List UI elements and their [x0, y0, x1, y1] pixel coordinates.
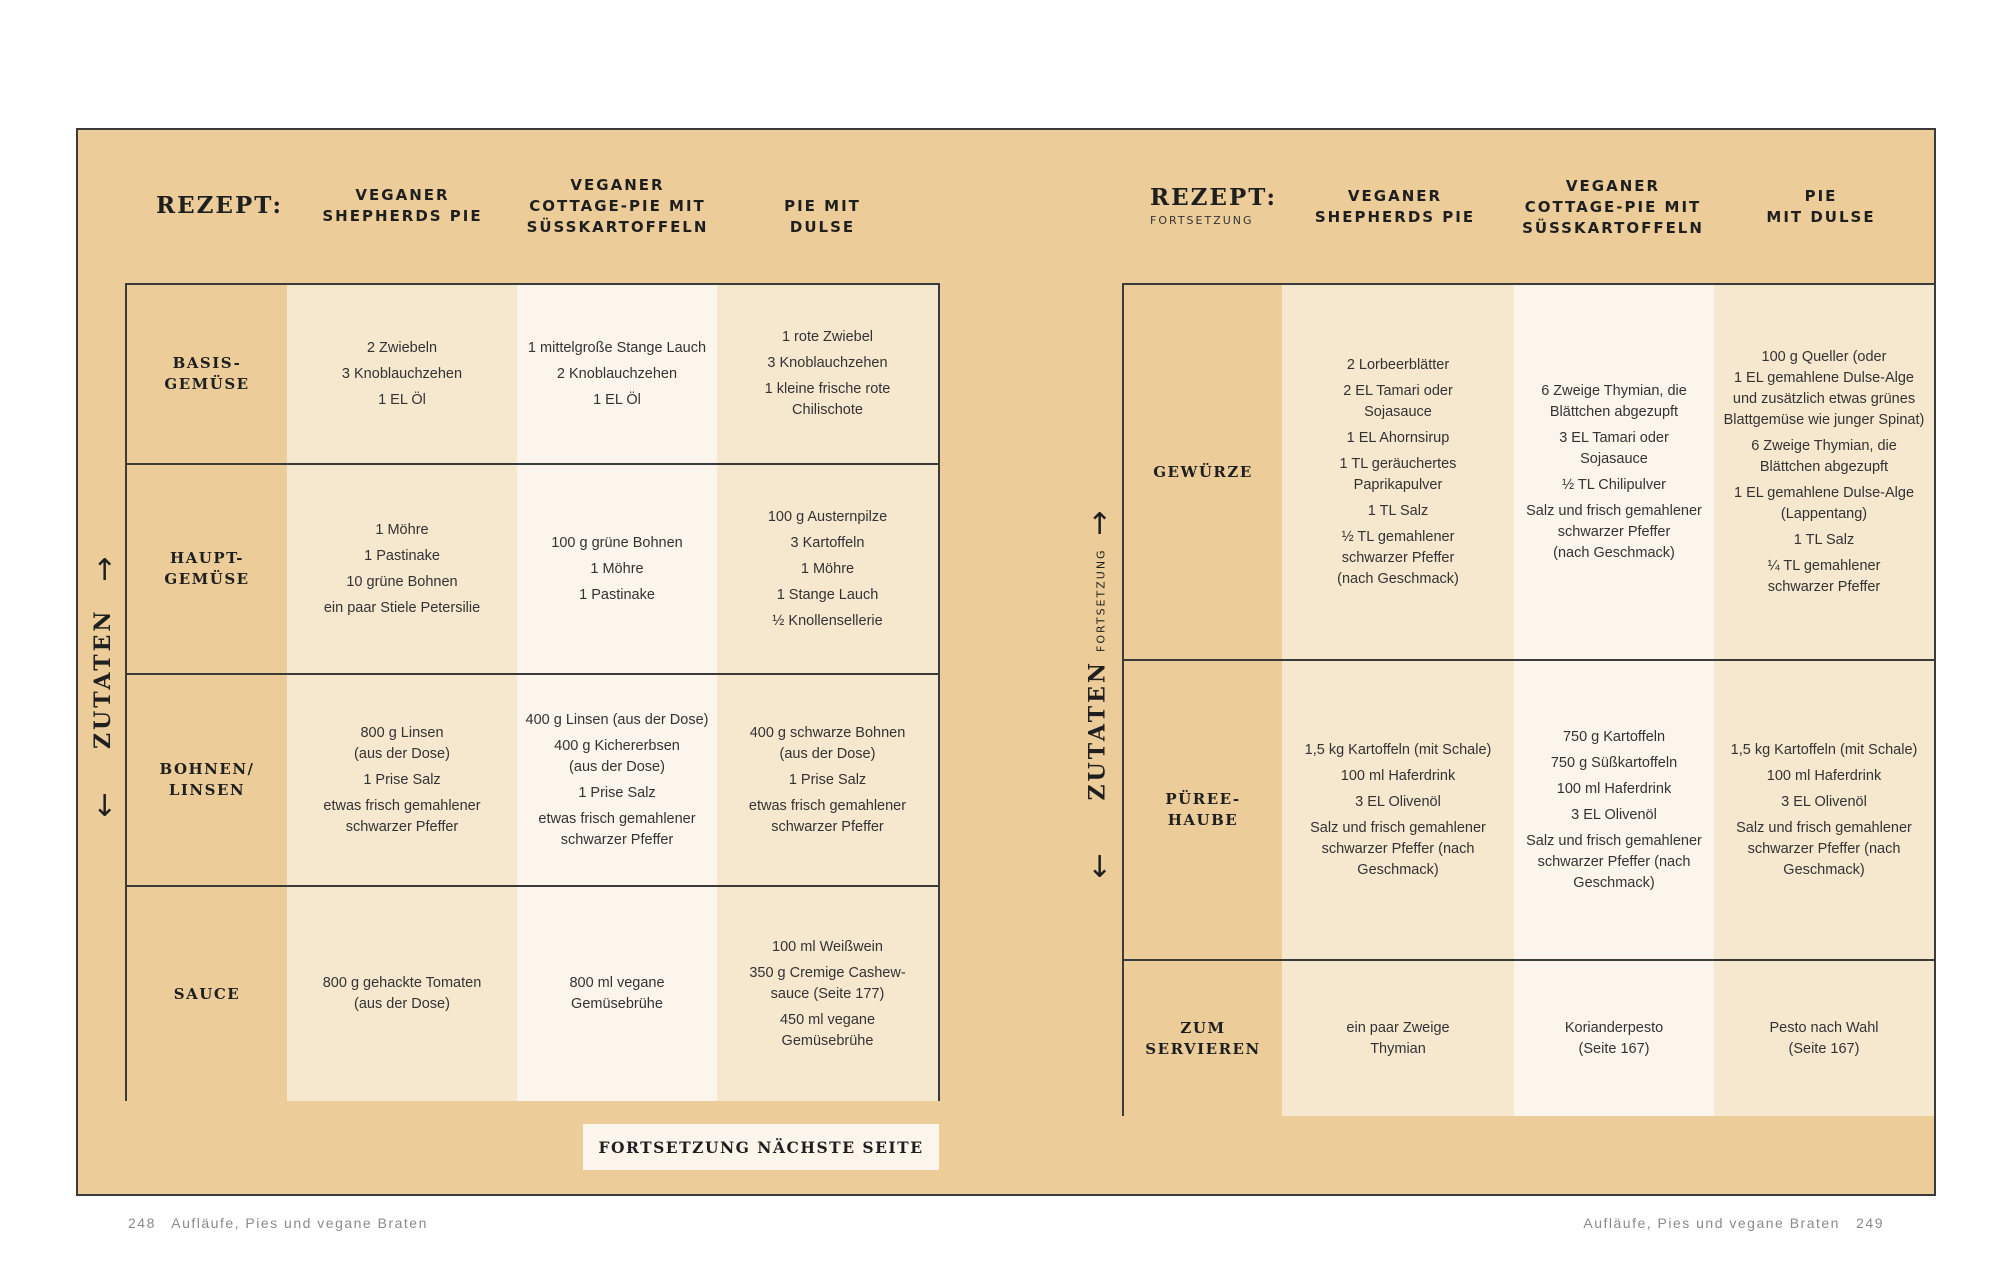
row-label-line: SERVIEREN	[1145, 1039, 1261, 1058]
ingredient-line: 1 TL Salz	[1793, 531, 1855, 548]
ingredient-line: 1 Prise Salz	[363, 771, 441, 788]
left-header-col3	[720, 196, 925, 238]
row-label-line: GEMÜSE	[164, 375, 250, 393]
left-footer	[128, 1215, 428, 1231]
ingredient-line: etwas frisch gemahlener schwarzer Pfeffer	[538, 810, 696, 848]
row-label	[127, 465, 287, 673]
header-line: VEGANER	[1565, 177, 1661, 195]
ingredient-line: 3 EL Olivenöl	[1781, 793, 1867, 810]
ingredient-line: 1 TL geräuchertes Paprikapulver	[1339, 455, 1457, 493]
table-row	[127, 465, 938, 675]
ingredient-line: Salz und frisch gemahlener schwarzer Pfeffer (nach Geschmack)	[1526, 832, 1702, 891]
header-line: COTTAGE-PIE MIT	[1524, 198, 1702, 216]
right-side-label-main: ZUTATEN	[1084, 659, 1111, 801]
ingredient-line: 3 EL Olivenöl	[1355, 793, 1441, 810]
left-footer-title: Aufläufe, Pies und vegane Braten	[171, 1215, 428, 1231]
ingredient-line: 450 ml vegane Gemüsebrühe	[779, 1011, 876, 1049]
ingredient-line: 3 EL Tamari oder Sojasauce	[1559, 429, 1669, 467]
ingredient-line: 750 g Kartoffeln	[1562, 728, 1666, 745]
right-header-col1	[1290, 186, 1500, 228]
ingredient-line: 350 g Cremige Cashew- sauce (Seite 177)	[749, 964, 906, 1002]
ingredient-cell	[517, 465, 717, 673]
row-label	[1124, 961, 1282, 1116]
row-label-line: SAUCE	[173, 984, 241, 1003]
ingredient-line: 100 g Austernpilze	[767, 508, 888, 525]
ingredient-line: 1 EL gemahlene Dulse-Alge (Lappentang)	[1733, 484, 1915, 522]
ingredient-line: 100 ml Weißwein	[772, 938, 883, 955]
right-side-label-sub: FORTSETZUNG	[1094, 548, 1108, 652]
right-footer-title: Aufläufe, Pies und vegane Braten	[1583, 1215, 1840, 1231]
ingredient-line: 3 EL Olivenöl	[1571, 806, 1657, 823]
ingredient-cell	[287, 285, 517, 463]
left-rezept-heading: REZEPT:	[156, 192, 284, 219]
ingredient-cell	[1282, 661, 1514, 959]
ingredient-cell	[1514, 661, 1714, 959]
header-line: MIT DULSE	[1766, 208, 1876, 226]
ingredient-cell	[1714, 285, 1934, 659]
ingredient-cell	[1514, 961, 1714, 1116]
ingredient-cell	[287, 887, 517, 1101]
ingredient-line: 1 Möhre	[800, 560, 855, 577]
ingredient-line: 400 g Kichererbsen (aus der Dose)	[554, 737, 680, 775]
right-rezept-heading: REZEPT:	[1150, 184, 1278, 211]
ingredient-line: Salz und frisch gemahlener schwarzer Pfeffer (nach Geschmack)	[1526, 502, 1702, 561]
ingredient-line: 100 ml Haferdrink	[1766, 767, 1882, 784]
right-header-col2	[1508, 176, 1718, 239]
right-arrow-down-icon: ↓	[1087, 850, 1113, 885]
ingredient-line: 1 EL Ahornsirup	[1346, 429, 1450, 446]
ingredient-line: ein paar Stiele Petersilie	[323, 599, 481, 616]
ingredient-line: Salz und frisch gemahlener schwarzer Pfeffer (nach Geschmack)	[1310, 819, 1486, 878]
header-line: VEGANER	[1347, 187, 1443, 205]
right-rezept-subheading: FORTSETZUNG	[1150, 214, 1254, 227]
header-line: VEGANER	[570, 176, 665, 194]
row-label-line: ZUM	[1180, 1018, 1226, 1037]
table-row	[1124, 661, 1934, 961]
ingredient-line: 400 g Linsen (aus der Dose)	[525, 711, 709, 728]
left-side-label: ZUTATEN	[90, 608, 116, 749]
row-label-line: GEWÜRZE	[1153, 462, 1253, 481]
right-page-number: 249	[1856, 1215, 1884, 1231]
ingredient-line: 750 g Süßkartoffeln	[1550, 754, 1678, 771]
row-label	[127, 675, 287, 885]
right-arrow-up-icon: ↑	[1087, 507, 1113, 542]
ingredient-cell	[717, 887, 938, 1101]
ingredient-cell	[517, 675, 717, 885]
ingredient-line: 3 Kartoffeln	[790, 534, 865, 551]
ingredient-line: 100 g grüne Bohnen	[551, 534, 683, 551]
row-label	[127, 887, 287, 1101]
ingredient-line: 2 Knoblauchzehen	[556, 365, 678, 382]
continue-next-page-button[interactable]: FORTSETZUNG NÄCHSTE SEITE	[583, 1124, 939, 1170]
left-header-col2	[515, 175, 720, 238]
header-line: PIE MIT	[784, 197, 861, 215]
right-side-label	[1084, 548, 1111, 801]
ingredient-line: ¼ TL gemahlener schwarzer Pfeffer	[1767, 557, 1881, 595]
row-label	[127, 285, 287, 463]
ingredient-line: ein paar Zweige Thymian	[1346, 1019, 1450, 1057]
ingredient-line: 1 Pastinake	[579, 586, 655, 603]
table-row	[127, 285, 938, 465]
header-line: SHEPHERDS PIE	[1314, 208, 1476, 226]
ingredient-line: 6 Zweige Thymian, die Blättchen abgezupft	[1751, 437, 1897, 475]
ingredient-cell	[517, 887, 717, 1101]
ingredient-line: ½ TL Chilipulver	[1562, 476, 1666, 493]
ingredient-line: etwas frisch gemahlener schwarzer Pfeffer	[323, 797, 481, 835]
header-line: SÜSSKARTOFFELN	[526, 218, 709, 236]
ingredient-line: 1 Prise Salz	[578, 784, 656, 801]
ingredient-line: 800 g Linsen (aus der Dose)	[354, 724, 450, 762]
ingredient-cell	[1714, 661, 1934, 959]
table-row	[127, 887, 938, 1101]
row-label-line: BOHNEN/	[159, 760, 255, 778]
ingredient-cell	[1714, 961, 1934, 1116]
ingredient-line: Korianderpesto (Seite 167)	[1564, 1019, 1664, 1057]
left-page-number: 248	[128, 1215, 156, 1231]
table-row	[1124, 285, 1934, 661]
row-label	[1124, 661, 1282, 959]
ingredient-line: 1,5 kg Kartoffeln (mit Schale)	[1730, 741, 1918, 758]
ingredient-line: 3 Knoblauchzehen	[341, 365, 463, 382]
ingredient-cell	[1514, 285, 1714, 659]
row-label-line: BASIS-	[172, 354, 242, 372]
ingredient-cell	[717, 465, 938, 673]
ingredient-line: 2 Lorbeerblätter	[1346, 356, 1450, 373]
ingredient-line: 10 grüne Bohnen	[346, 573, 458, 590]
ingredient-line: Pesto nach Wahl (Seite 167)	[1769, 1019, 1879, 1057]
ingredient-line: 400 g schwarze Bohnen (aus der Dose)	[749, 724, 906, 762]
row-label-line: LINSEN	[168, 781, 246, 799]
right-footer	[1583, 1215, 1884, 1231]
ingredient-line: 1 Möhre	[590, 560, 644, 577]
table-row	[127, 675, 938, 887]
header-line: DULSE	[789, 218, 856, 236]
right-header-col3	[1716, 186, 1926, 228]
ingredient-line: 3 Knoblauchzehen	[767, 355, 888, 371]
left-header-col1	[300, 185, 505, 227]
ingredient-line: 2 Zwiebeln	[366, 339, 438, 356]
header-line: COTTAGE-PIE MIT	[529, 197, 706, 215]
ingredient-line: Salz und frisch gemahlener schwarzer Pfeffer (nach Geschmack)	[1736, 819, 1912, 878]
ingredient-line: 800 g gehackte Tomaten (aus der Dose)	[322, 975, 482, 1012]
ingredient-line: 1 kleine frische rote Chilischote	[764, 381, 891, 418]
row-label-line: HAUBE	[1167, 811, 1239, 829]
row-label-line: PÜREE-	[1165, 790, 1241, 808]
ingredient-cell	[1282, 285, 1514, 659]
row-label	[1124, 285, 1282, 659]
right-ingredients-table	[1122, 283, 1936, 1116]
row-label-line: GEMÜSE	[164, 570, 250, 588]
ingredient-line: 100 g Queller (oder 1 EL gemahlene Dulse-Alge und zusätzlich etwas grünes Blattgemüse wie junger Spinat)	[1723, 348, 1925, 428]
ingredient-line: ½ TL gemahlener schwarzer Pfeffer (nach Geschmack)	[1337, 528, 1459, 587]
ingredient-cell	[1282, 961, 1514, 1116]
ingredient-line: 1 Pastinake	[364, 547, 440, 564]
table-row	[1124, 961, 1934, 1116]
ingredient-line: 6 Zweige Thymian, die Blättchen abgezupft	[1541, 382, 1687, 420]
ingredient-line: 2 EL Tamari oder Sojasauce	[1343, 382, 1453, 420]
ingredient-cell	[717, 285, 938, 463]
ingredient-line: etwas frisch gemahlener schwarzer Pfeffer	[748, 797, 907, 835]
header-line: PIE	[1804, 187, 1838, 205]
left-arrow-down-icon: ↓	[92, 789, 118, 824]
ingredient-line: 100 ml Haferdrink	[1556, 780, 1672, 797]
header-line: SHEPHERDS PIE	[322, 207, 483, 225]
ingredient-line: 1 Stange Lauch	[776, 586, 879, 603]
ingredient-line: 1 EL Öl	[378, 391, 426, 408]
ingredient-cell	[517, 285, 717, 463]
ingredient-line: 1 mittelgroße Stange Lauch	[527, 339, 707, 356]
ingredient-cell	[287, 465, 517, 673]
ingredient-line: 100 ml Haferdrink	[1340, 767, 1456, 784]
ingredient-line: 1 TL Salz	[1367, 502, 1429, 519]
ingredient-cell	[717, 675, 938, 885]
ingredient-line: 1 EL Öl	[593, 391, 641, 408]
ingredient-line: 1,5 kg Kartoffeln (mit Schale)	[1304, 741, 1492, 758]
ingredient-line: 800 ml vegane Gemüsebrühe	[569, 975, 665, 1012]
ingredient-line: 1 rote Zwiebel	[781, 329, 874, 345]
header-line: VEGANER	[355, 186, 450, 204]
left-ingredients-table	[125, 283, 940, 1101]
ingredient-line: 1 Prise Salz	[788, 771, 867, 788]
row-label-line: HAUPT-	[169, 549, 245, 567]
ingredient-line: ½ Knollensellerie	[772, 612, 883, 629]
ingredient-line: 1 Möhre	[375, 521, 429, 538]
left-arrow-up-icon: ↑	[92, 553, 118, 588]
ingredient-cell	[287, 675, 517, 885]
header-line: SÜSSKARTOFFELN	[1522, 219, 1704, 237]
